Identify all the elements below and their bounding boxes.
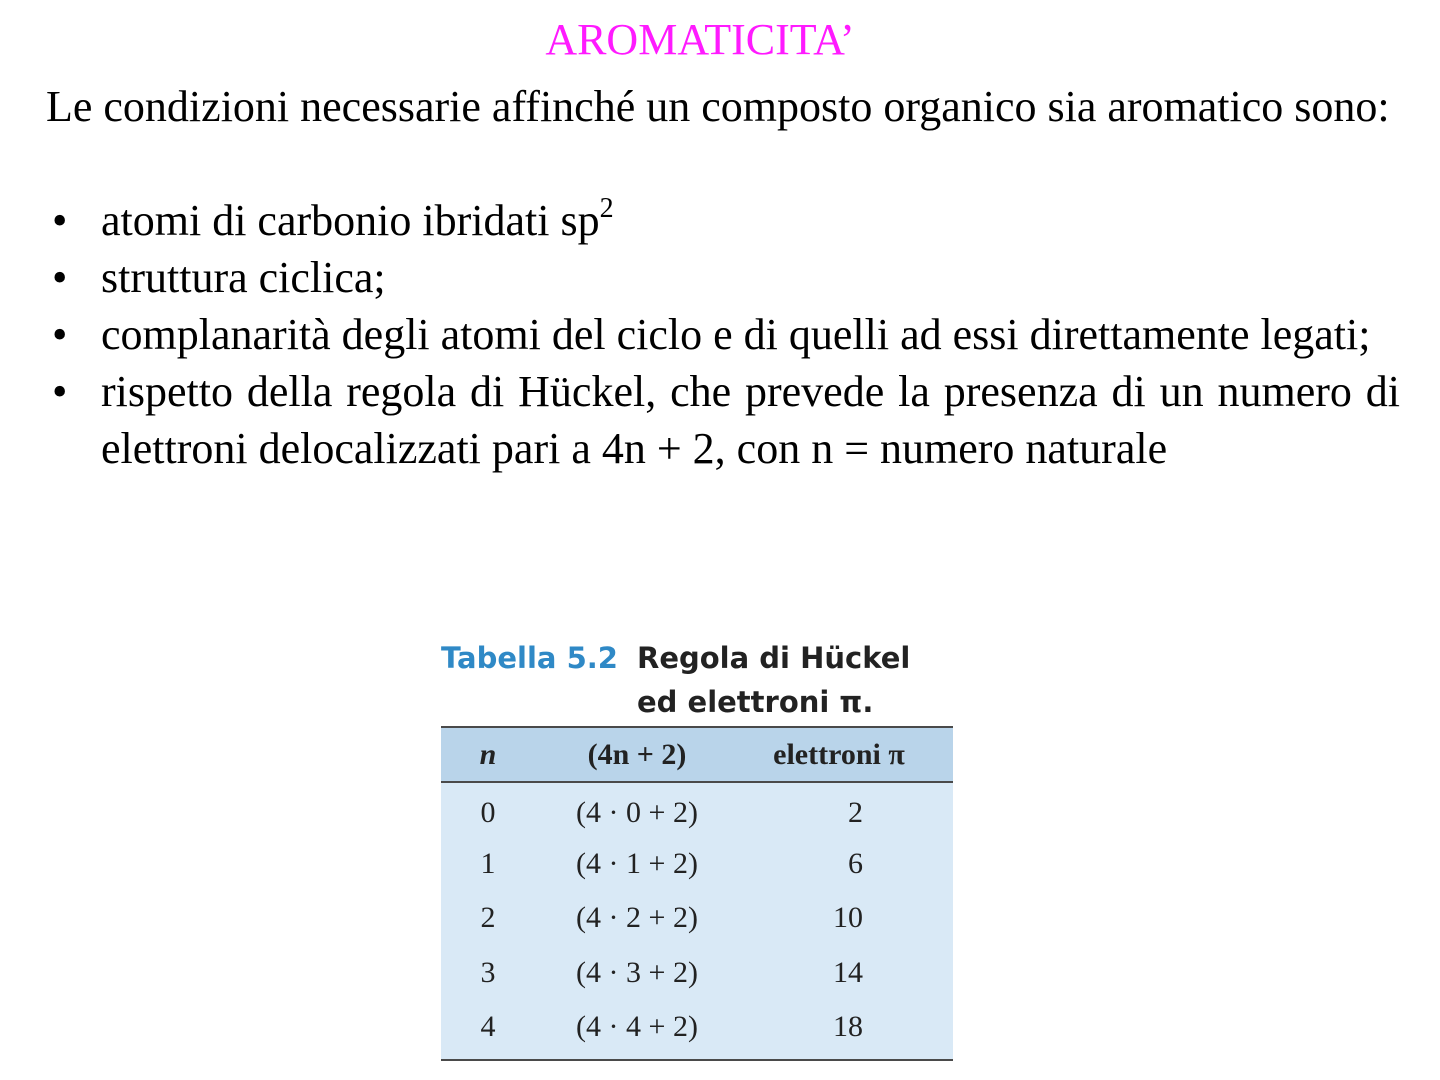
table-row — [441, 946, 953, 1001]
cell-n: 4 — [480, 1010, 496, 1044]
cell-pi-electrons: 10 — [833, 901, 863, 935]
list-item — [46, 192, 1400, 249]
intro-paragraph: Le condizioni necessarie affinché un composto organico sia aromatico sono: — [46, 82, 1390, 131]
page-title: AROMATICITA’ — [545, 15, 855, 64]
cell-formula: (4 · 4 + 2) — [576, 1010, 698, 1044]
table-row — [441, 782, 953, 837]
bullet-icon: • — [52, 367, 68, 416]
list-item — [46, 363, 1400, 477]
list-item-text: atomi di carbonio ibridati sp — [101, 196, 600, 245]
list-item-text: complanarità degli atomi del ciclo e di quelli ad essi direttamente legati; — [101, 310, 1371, 359]
cell-n: 2 — [480, 901, 496, 935]
cell-n: 1 — [480, 846, 496, 880]
header-formula: (4n + 2) — [587, 737, 687, 771]
caption-line-2: ed elettroni π. — [637, 685, 874, 719]
cell-formula: (4 · 0 + 2) — [576, 795, 698, 829]
table-row — [441, 1000, 953, 1055]
table-header-row — [441, 728, 953, 782]
list-item-text: rispetto della regola di Hückel, che prevede la presenza di un numero di elettroni delocalizzati pari a 4n + 2, con n = numero naturale — [101, 367, 1400, 473]
cell-n: 0 — [480, 795, 496, 829]
cell-formula: (4 · 1 + 2) — [576, 846, 698, 880]
cell-formula: (4 · 3 + 2) — [576, 955, 698, 989]
conditions-list — [46, 192, 1400, 477]
caption-line-1: Regola di Hückel — [637, 641, 911, 675]
cell-n: 3 — [480, 955, 496, 989]
list-item — [46, 249, 1400, 306]
cell-pi-electrons: 2 — [848, 795, 863, 829]
bullet-icon: • — [52, 196, 68, 245]
cell-pi-electrons: 14 — [833, 955, 863, 989]
list-item — [46, 306, 1400, 363]
huckel-table — [441, 726, 953, 1061]
cell-pi-electrons: 18 — [833, 1010, 863, 1044]
bullet-icon: • — [52, 310, 68, 359]
table-label: Tabella 5.2 — [441, 641, 618, 675]
bullet-icon: • — [52, 253, 68, 302]
cell-formula: (4 · 2 + 2) — [576, 901, 698, 935]
list-item-text: struttura ciclica; — [101, 253, 386, 302]
cell-pi-electrons: 6 — [848, 846, 863, 880]
table-caption — [441, 636, 961, 724]
header-n: n — [479, 737, 497, 771]
table-caption-text — [637, 636, 937, 724]
superscript: 2 — [599, 193, 614, 224]
table-row — [441, 837, 953, 892]
header-pi-electrons: elettroni π — [773, 737, 905, 771]
table-row — [441, 891, 953, 946]
